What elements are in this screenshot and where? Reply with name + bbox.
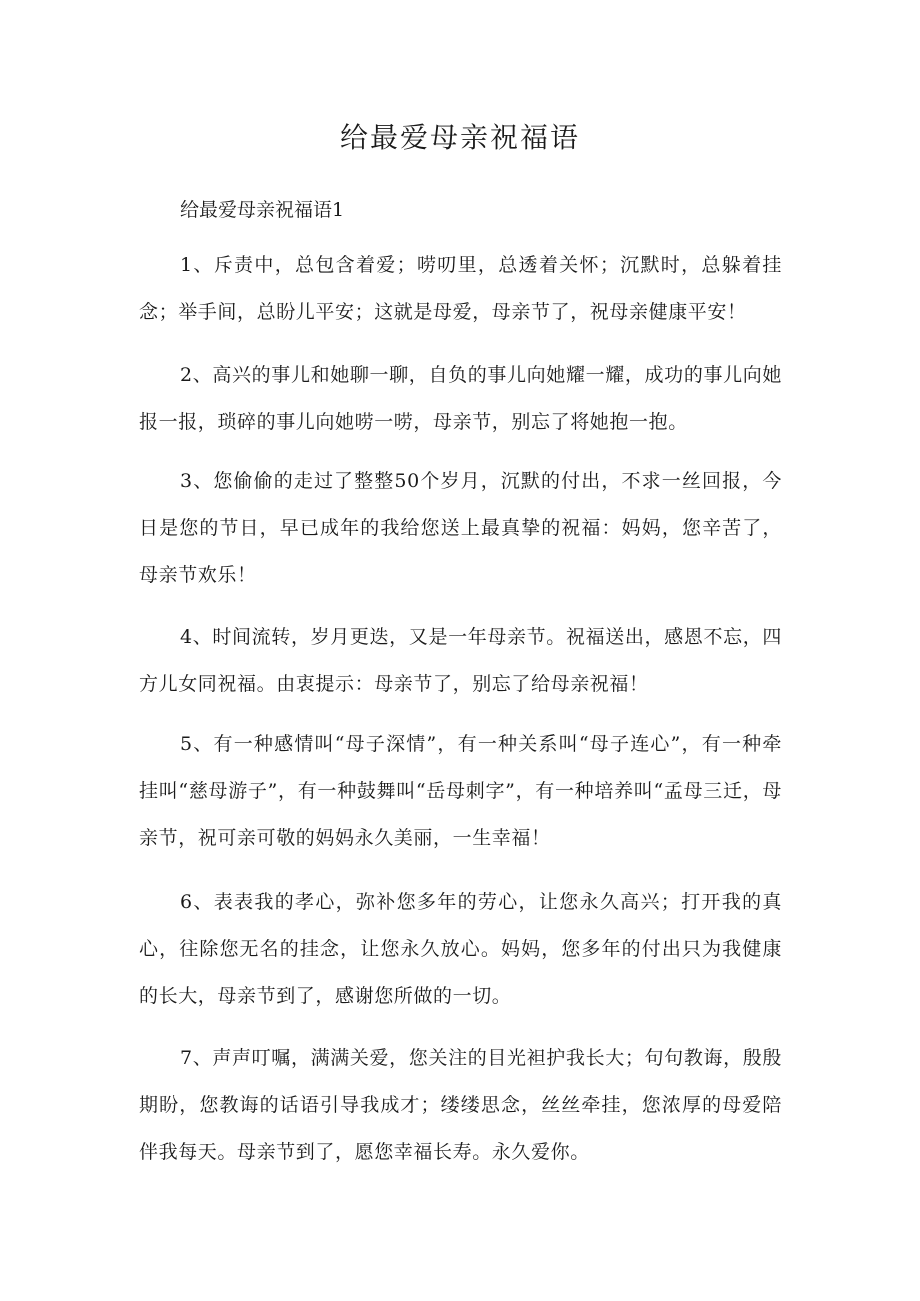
- section-heading: 给最爱母亲祝福语1: [180, 199, 345, 221]
- paragraph-3: 3、您偷偷的走过了整整50个岁月，沉默的付出，不求一丝回报，今日是您的节日，早已成年的我给您送上最真挚的祝福：妈妈，您辛苦了，母亲节欢乐！: [139, 470, 782, 586]
- paragraph-1: 1、斥责中，总包含着爱；唠叨里，总透着关怀；沉默时，总躲着挂念；举手间，总盼儿平安；这就是母爱，母亲节了，祝母亲健康平安！: [139, 254, 782, 323]
- paragraph-5: 5、有一种感情叫“母子深情”，有一种关系叫“母子连心”，有一种牵挂叫“慈母游子”，有一种鼓舞叫“岳母刺字”，有一种培养叫“孟母三迁，母亲节，祝可亲可敬的妈妈永久美丽，一生幸福！: [139, 733, 782, 849]
- document-title: 给最爱母亲祝福语: [339, 121, 580, 154]
- paragraph-4: 4、时间流转，岁月更迭，又是一年母亲节。祝福送出，感恩不忘，四方儿女同祝福。由衷提示：母亲节了，别忘了给母亲祝福！: [139, 626, 782, 695]
- paragraph-2: 2、高兴的事儿和她聊一聊，自负的事儿向她耀一耀，成功的事儿向她报一报，琐碎的事儿向她唠一唠，母亲节，别忘了将她抱一抱。: [139, 364, 782, 433]
- paragraph-6: 6、表表我的孝心，弥补您多年的劳心，让您永久高兴；打开我的真心，往除您无名的挂念，让您永久放心。妈妈，您多年的付出只为我健康的长大，母亲节到了，感谢您所做的一切。: [139, 891, 782, 1007]
- paragraph-7: 7、声声叮嘱，满满关爱，您关注的目光袒护我长大；句句教诲，殷殷期盼，您教诲的话语引导我成才；缕缕思念，丝丝牵挂，您浓厚的母爱陪伴我每天。母亲节到了，愿您幸福长寿。永久爱你。: [139, 1047, 782, 1163]
